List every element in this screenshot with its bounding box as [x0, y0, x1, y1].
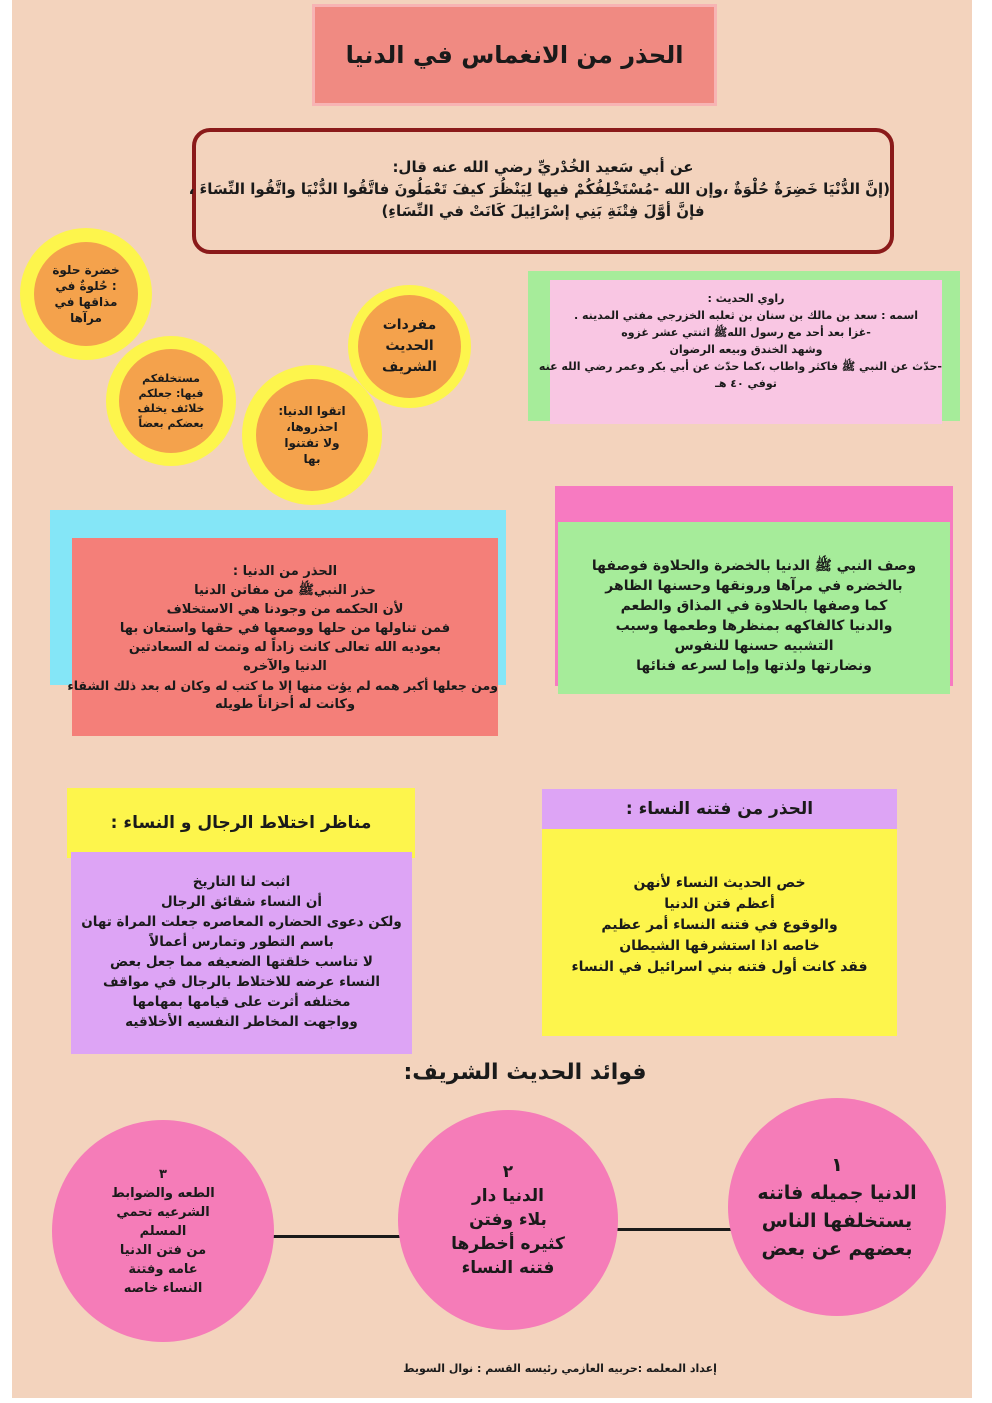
benefit-line: بلاء وفتن — [469, 1210, 547, 1230]
women-header — [542, 789, 897, 829]
description-box — [558, 522, 950, 694]
women-line: والوقوع في فتنه النساء أمر عظيم — [601, 917, 838, 933]
mixing-line: ولكن دعوى الحضاره المعاصره جعلت المراة تهان — [81, 914, 402, 930]
women-heading: الحذر من فتنه النساء : — [625, 799, 814, 819]
benefit-line: يستخلفها الناس — [761, 1210, 913, 1232]
benefits-heading: فوائد الحديث الشريف: — [403, 1060, 647, 1085]
connector-line — [615, 1228, 731, 1231]
hadith-box — [188, 128, 894, 254]
mixing-heading: مناظر اختلاط الرجال و النساء : — [110, 813, 372, 833]
mixing-line: لا تناسب خلقتها الضعيفه مما جعل بعض — [110, 954, 373, 970]
narrator-line: -حدّث عن النبي ﷺ فاكثر واطاب ،كما حدّث عن أبي بكر وعمر رضي الله عنه — [538, 360, 942, 373]
warning-line: حذر النبيﷺ من مفاتن الدنيا — [194, 583, 376, 598]
benefit-number: ٣ — [159, 1166, 167, 1182]
vocab-item-2: مستخلفكم فيها: جعلكم خلائف يخلف بعضكم بعضاً — [119, 349, 223, 453]
warning-line: الدنيا والآخره — [243, 659, 327, 674]
connector-line — [272, 1235, 402, 1238]
footer-credits: إعداد المعلمه :حربيه العازمي رئيسه القسم : نوال السويط — [403, 1362, 717, 1375]
benefit-circle-2 — [398, 1110, 618, 1330]
mixing-header — [67, 788, 415, 858]
benefit-number: ٢ — [502, 1162, 514, 1182]
warning-box — [67, 538, 498, 736]
description-line: التشبيه حسنها للنفوس — [674, 638, 834, 654]
women-line: أعظم فتن الدنيا — [664, 896, 775, 912]
benefit-line: الدنيا جميله فاتنه — [757, 1182, 917, 1204]
description-line: والدنيا كالفاكهه بمنظرها وطعمها وسبب — [615, 618, 893, 634]
benefit-number: ١ — [831, 1154, 843, 1176]
vocab-item-1: خضرة حلوة : حُلوةٌ في مذاقها في مرآها — [34, 242, 138, 346]
benefit-line: عامه وفتنة — [128, 1261, 198, 1277]
benefit-line: الشرعيه تحمي — [116, 1204, 210, 1220]
benefit-line: النساء خاصه — [123, 1280, 203, 1296]
benefit-line: الدنيا دار — [472, 1186, 544, 1206]
warning-line: ومن جعلها أكبر همه لم يؤت منها إلا ما كتب له وكان له بعد ذلك الشقاء — [67, 678, 498, 693]
warning-line: وكانت له أحزاناً طويله — [214, 697, 356, 712]
women-line: خص الحديث النساء لأنهن — [633, 875, 806, 891]
women-line: خاصه اذا استشرفها الشيطان — [619, 938, 820, 954]
benefit-line: كثيره أخطرها — [451, 1234, 565, 1254]
page-title: الحذر من الانغماس في الدنيا — [345, 41, 684, 69]
narrator-line: وشهد الخندق وبيعه الرضوان — [669, 343, 823, 356]
benefit-line: من فتن الدنيا — [119, 1242, 207, 1258]
mixing-box — [71, 852, 412, 1054]
description-line: ونضارتها ولذتها وإما لسرعه فنائها — [636, 658, 872, 674]
warning-line: بعوديه الله تعالى كانت زاداً له وتمت له السعادتين — [128, 640, 442, 655]
description-line: كما وصفها بالحلاوة في المذاق والطعم — [620, 598, 888, 614]
mixing-line: مختلفه أثرت على قيامها بمهامها — [132, 994, 351, 1010]
mixing-line: وواجهت المخاطر النفسيه الأخلاقيه — [125, 1014, 358, 1030]
mixing-line: أن النساء شقائق الرجال — [160, 894, 323, 910]
vocab-center-circle — [348, 285, 471, 408]
women-line: فقد كانت أول فتنه بني اسرائيل في النساء — [571, 959, 868, 975]
women-box — [542, 829, 897, 1036]
page-title-box — [312, 4, 717, 106]
description-line: بالخضره في مرآها ورونقها وحسنها الظاهر — [605, 578, 903, 594]
hadith-line: عن أبي سَعيد الخُدْريِّ رضي الله عنه قال: — [392, 158, 694, 176]
warning-line: فمن تناولها من حلها ووصعها في حقها واستعان بها — [119, 621, 451, 636]
benefit-circle-1 — [728, 1098, 946, 1316]
vocab-circle-3 — [242, 365, 382, 505]
hadith-line: (إنَّ الدُّنْيَا خَضِرَةٌ حُلْوَةٌ ،وإن الله -مُسْتَخْلِفُكُمْ فيها لِيَنْظُرَ كيفَ تَعْمَلُونَ فاتَّقُوا الدُّنْيَا واتَّقُوا النِّسَاءَ ، — [188, 180, 890, 198]
mixing-line: النساء عرضه للاختلاط بالرجال في مواقف — [102, 974, 381, 990]
narrator-line: -غزا بعد أحد مع رسول اللهﷺ اثنتي عشر غزوه — [621, 326, 871, 339]
benefit-line: بعضهم عن بعض — [761, 1238, 913, 1260]
narrator-line: راوي الحديث : — [707, 292, 785, 305]
narrator-box — [538, 280, 942, 424]
benefit-line: الطعه والضوابط — [111, 1185, 215, 1201]
narrator-line: توفي ٤٠ هـ — [715, 377, 777, 390]
benefit-line: فتنه النساء — [461, 1258, 555, 1278]
vocab-circle-2 — [106, 336, 236, 466]
mixing-line: اثبت لنا التاريخ — [192, 874, 291, 890]
vocab-center-label: مفردات الحديث الشريف — [358, 295, 461, 398]
warning-line: الحذر من الدنيا : — [232, 564, 338, 579]
vocab-circle-1 — [20, 228, 152, 360]
hadith-line: فإنَّ أوَّلَ فِتْنَةِ بَنِي إسْرَائِيلَ كَانَتْ في النِّسَاءِ) — [381, 202, 705, 220]
vocab-item-3: اتقوا الدنيا: احذروها، ولا تفتنوا بها — [256, 379, 368, 491]
description-line: وصف النبي ﷺ الدنيا بالخضرة والحلاوة فوصفها — [591, 558, 917, 574]
warning-line: لأن الحكمه من وجودنا هي الاستخلاف — [166, 602, 404, 617]
narrator-line: اسمه : سعد بن مالك بن سنان بن ثعلبه الخزرجي مفتي المدينه . — [573, 309, 919, 322]
benefit-circle-3 — [52, 1120, 274, 1342]
mixing-line: باسم التطور وتمارس أعمالاً — [149, 934, 334, 950]
benefit-line: المسلم — [139, 1223, 187, 1239]
